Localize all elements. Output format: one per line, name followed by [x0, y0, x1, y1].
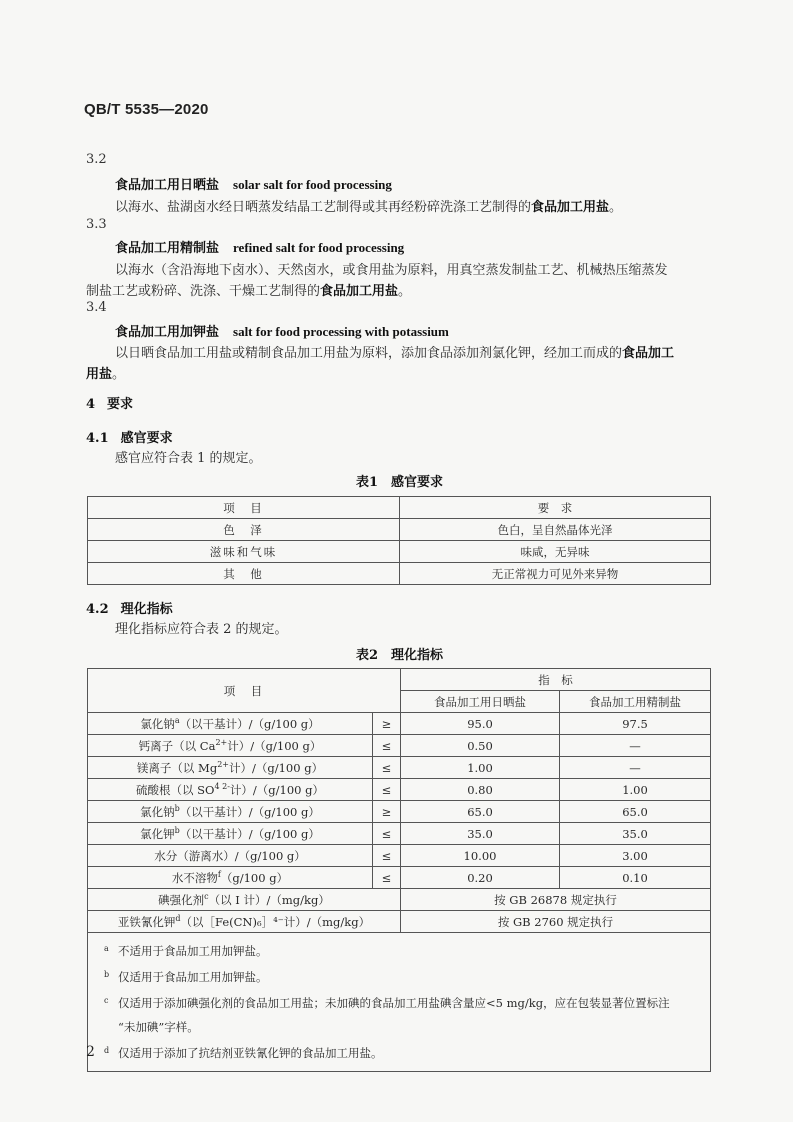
table-row: 其 他 无正常视力可见外来异物	[88, 563, 711, 585]
term-en: solar salt for food processing	[233, 177, 392, 192]
clause-number: 3.2	[86, 152, 107, 167]
term-title	[115, 174, 392, 193]
table-row: 色 泽 色白，呈自然晶体光泽	[88, 519, 711, 541]
table1-caption: 表1 感官要求	[356, 475, 444, 490]
physicochemical-table	[87, 668, 711, 1072]
table-header-row: 项 目 指 标	[88, 669, 711, 691]
term-title	[115, 321, 449, 340]
term-zh: 食品加工用加钾盐	[115, 325, 220, 340]
page-number: 2	[86, 1044, 95, 1060]
definition-line: 以日晒食品加工用盐或精制食品加工用盐为原料，添加食品添加剂氯化钾，经加工而成的食品加工	[115, 346, 675, 361]
clause-number: 3.3	[86, 217, 107, 232]
definition-line: 制盐工艺或粉碎、洗涤、干燥工艺制得的食品加工用盐。	[86, 284, 412, 299]
standard-code: QB/T 5535—2020	[84, 101, 209, 118]
table-row: 氯化钾$^b$（以干基计）/（g/100 g） ≤ 35.0 35.0	[88, 823, 711, 845]
table-row: 钙离子（以 $Ca^{2+}$计）/（g/100 g） ≤ 0.50 —	[88, 735, 711, 757]
table-row: 氯化钠$^a$（以干基计）/（g/100 g） ≥ 95.0 97.5	[88, 713, 711, 735]
table-header-row: 项 目 要 求	[88, 497, 711, 519]
footnote: b 仅适用于食品加工用加钾盐。	[104, 970, 268, 984]
table-row: 亚铁氰化钾$^d$（以［Fe(CN)₆］⁴⁻计）/（mg/kg） 按 GB 2760 规定执行	[88, 911, 711, 933]
term-en: refined salt for food processing	[233, 240, 405, 255]
table-row: 水不溶物$^f$（g/100 g） ≤ 0.20 0.10	[88, 867, 711, 889]
table2-caption: 表2 理化指标	[356, 648, 444, 663]
footnote: d 仅适用于添加了抗结剂亚铁氰化钾的食品加工用盐。	[104, 1046, 383, 1060]
clause-number: 3.4	[86, 300, 107, 315]
definition-line: 以海水（含沿海地下卤水）、天然卤水，或食用盐为原料，用真空蒸发制盐工艺、机械热压缩蒸发	[115, 263, 668, 278]
section-intro: 感官应符合表 1 的规定。	[115, 451, 262, 466]
term-zh: 食品加工用日晒盐	[115, 178, 220, 193]
definition-line: 以海水、盐湖卤水经日晒蒸发结晶工艺制得或其再经粉碎洗涤工艺制得的食品加工用盐。	[115, 200, 623, 215]
table-row: 碘强化剂$^c$（以 I 计）/（mg/kg） 按 GB 26878 规定执行	[88, 889, 711, 911]
section-intro: 理化指标应符合表 2 的规定。	[115, 622, 288, 637]
table-footnotes	[88, 933, 711, 1072]
footnote: “未加碘”字样。	[118, 1020, 199, 1034]
table-header-row: 食品加工用日晒盐 食品加工用精制盐	[88, 691, 711, 713]
footnote: c 仅适用于添加碘强化剂的食品加工用盐；未加碘的食品加工用盐碘含量应<5 mg/kg，应在包装显著位置标注	[104, 996, 670, 1010]
sensory-requirements-table	[87, 496, 711, 585]
term-zh: 食品加工用精制盐	[115, 241, 220, 256]
term-title	[115, 237, 404, 256]
section-heading: 4.1 感官要求	[86, 431, 173, 446]
table-row: 水分（游离水）/（g/100 g） ≤ 10.00 3.00	[88, 845, 711, 867]
table-row: 镁离子（以 $Mg^{2+}$计）/（g/100 g） ≤ 1.00 —	[88, 757, 711, 779]
table-row: 硫酸根（以 $SO^{4 2-}$计）/（g/100 g） ≤ 0.80 1.00	[88, 779, 711, 801]
definition-line: 用盐。	[86, 367, 126, 382]
table-row: 滋味和气味 味咸，无异味	[88, 541, 711, 563]
table-notes-row	[88, 933, 711, 1072]
footnote: a 不适用于食品加工用加钾盐。	[104, 944, 268, 958]
section-heading: 4 要求	[86, 397, 134, 412]
table-row: 氯化钠$^b$（以干基计）/（g/100 g） ≥ 65.0 65.0	[88, 801, 711, 823]
section-heading: 4.2 理化指标	[86, 602, 173, 617]
term-en: salt for food processing with potassium	[233, 324, 449, 339]
